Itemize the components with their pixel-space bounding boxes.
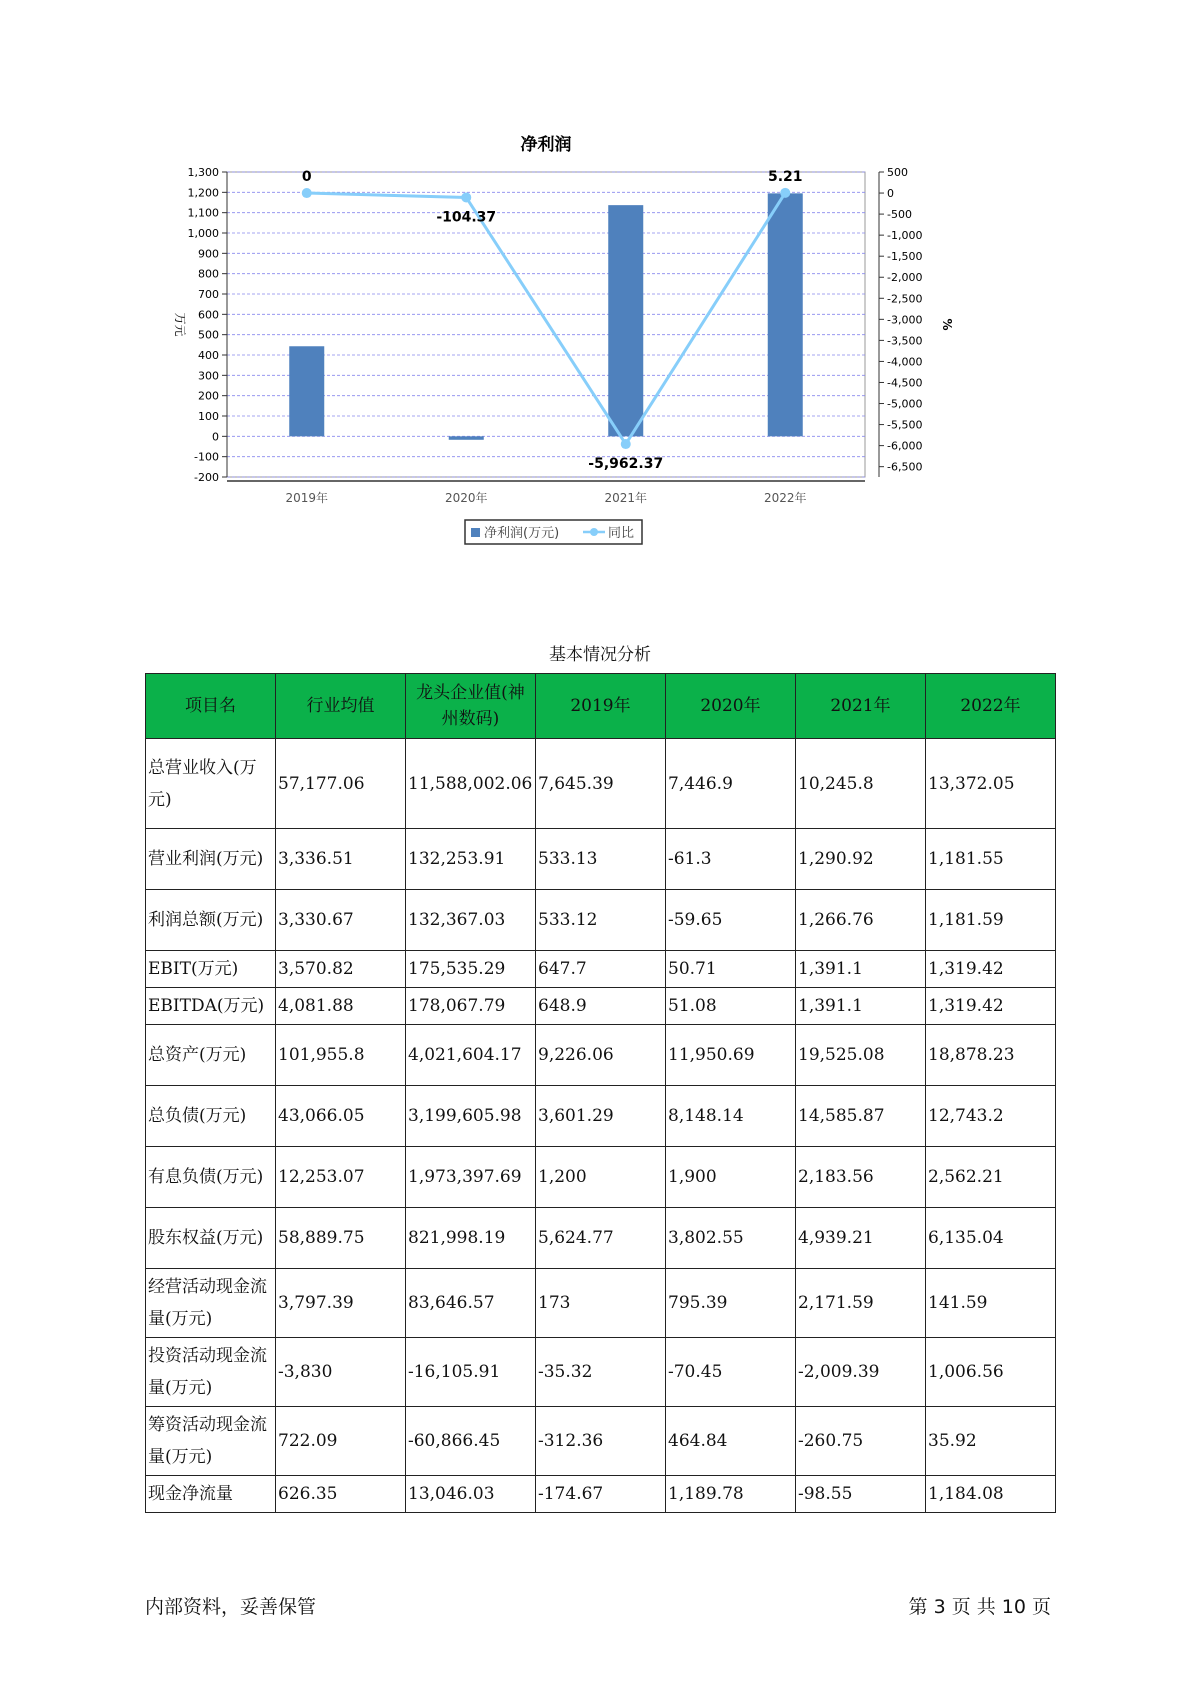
row-label-cell: 现金净流量 [146,1476,276,1513]
y-tick-label: 200 [198,389,219,403]
y2-tick-label: -5,500 [887,418,923,432]
y2-tick-label: -5,000 [887,397,923,411]
table-cell: 4,021,604.17 [406,1025,536,1086]
y2-tick-label: -4,000 [887,355,923,369]
table-header-row [146,674,1056,739]
y-tick-label: 300 [198,369,219,383]
y2-tick-label: -2,000 [887,271,923,285]
table-cell: -16,105.91 [406,1338,536,1407]
table-cell: 13,046.03 [406,1476,536,1513]
row-label-cell: 总营业收入(万元) [146,739,276,829]
x-tick-label: 2020年 [444,491,488,505]
table-cell: 3,336.51 [276,829,406,890]
y-tick-label: -100 [194,450,219,464]
data-label: 5.21 [767,168,803,185]
y2-tick-label: -500 [887,208,912,222]
yoy-point [621,439,631,449]
basic-analysis-table [145,673,1056,1513]
bar-2020年 [449,436,484,439]
table-row [146,988,1056,1025]
header-cell: 龙头企业值(神州数码) [406,674,536,739]
x-tick-label: 2022年 [763,491,807,505]
table-row [146,1407,1056,1476]
table-cell: 2,171.59 [796,1269,926,1338]
table-cell: 101,955.8 [276,1025,406,1086]
table-cell: 7,446.9 [666,739,796,829]
row-label-cell: 总负债(万元) [146,1086,276,1147]
table-cell: 175,535.29 [406,951,536,988]
y2-tick-label: -3,000 [887,313,923,327]
table-row [146,1025,1056,1086]
table-cell: 57,177.06 [276,739,406,829]
header-cell: 2020年 [666,674,796,739]
yoy-line [307,193,786,444]
y2-tick-label: -3,500 [887,334,923,348]
table-row [146,1476,1056,1513]
table-cell: -312.36 [536,1407,666,1476]
table-cell: 464.84 [666,1407,796,1476]
y-tick-label: 600 [198,308,219,322]
header-cell: 项目名 [146,674,276,739]
table-cell: 648.9 [536,988,666,1025]
table-cell: 821,998.19 [406,1208,536,1269]
table-cell: 1,973,397.69 [406,1147,536,1208]
net-profit-chart [150,130,1050,600]
table-cell: 1,006.56 [926,1338,1056,1407]
y-tick-label: 900 [198,247,219,261]
table-cell: 13,372.05 [926,739,1056,829]
footer-page-number: 第 3 页 共 10 页 [908,1596,1051,1618]
data-label: -104.37 [436,209,497,226]
table-cell: -59.65 [666,890,796,951]
table-cell: 2,183.56 [796,1147,926,1208]
data-label: 0 [301,169,312,186]
table-cell: 7,645.39 [536,739,666,829]
table-cell: -98.55 [796,1476,926,1513]
table-row [146,1338,1056,1407]
y2-tick-label: 500 [887,166,908,179]
y-tick-label: 700 [198,288,219,301]
table-cell: 8,148.14 [666,1086,796,1147]
header-cell: 2021年 [796,674,926,739]
y2-tick-label: 0 [887,187,894,201]
y2-tick-label: -6,500 [887,460,923,474]
row-label-cell: 投资活动现金流量(万元) [146,1338,276,1407]
y-tick-label: 1,100 [187,206,219,220]
table-cell: 533.13 [536,829,666,890]
row-label-cell: 有息负债(万元) [146,1147,276,1208]
y-tick-label: 1,300 [187,166,219,179]
row-label-cell: 经营活动现金流量(万元) [146,1269,276,1338]
table-cell: 3,601.29 [536,1086,666,1147]
table-cell: 1,181.55 [926,829,1056,890]
table-row [146,829,1056,890]
table-cell: 51.08 [666,988,796,1025]
table-cell: 3,330.67 [276,890,406,951]
table-row [146,739,1056,829]
table-cell: 132,367.03 [406,890,536,951]
table-row [146,951,1056,988]
table-cell: 9,226.06 [536,1025,666,1086]
y2-tick-label: -1,500 [887,250,923,264]
table-cell: 141.59 [926,1269,1056,1338]
footer-confidential-note: 内部资料，妥善保管 [145,1596,317,1618]
table-cell: 6,135.04 [926,1208,1056,1269]
chart-canvas [150,130,1050,600]
table-cell: 5,624.77 [536,1208,666,1269]
table-cell: 14,585.87 [796,1086,926,1147]
data-label: -5,962.37 [588,456,664,473]
table-caption: 基本情况分析 [549,645,651,665]
table-cell: 50.71 [666,951,796,988]
y2-tick-label: -4,500 [887,376,923,390]
table-cell: 1,319.42 [926,988,1056,1025]
table-cell: 3,570.82 [276,951,406,988]
y-tick-label: 400 [198,349,219,362]
table-cell: -174.67 [536,1476,666,1513]
table-cell: 58,889.75 [276,1208,406,1269]
y-tick-label: -200 [194,471,219,484]
legend-bar-swatch [471,528,480,537]
yoy-point [461,192,471,202]
table-cell: -260.75 [796,1407,926,1476]
table-cell: 11,588,002.06 [406,739,536,829]
y-tick-label: 500 [198,328,219,342]
yoy-point [780,188,790,198]
yoy-point [302,188,312,198]
row-label-cell: EBITDA(万元) [146,988,276,1025]
table-cell: 1,900 [666,1147,796,1208]
table-cell: 12,743.2 [926,1086,1056,1147]
table-row [146,1269,1056,1338]
legend-item: 净利润(万元) [484,526,560,541]
bar-2019年 [289,346,324,436]
table-cell: 626.35 [276,1476,406,1513]
table-row [146,890,1056,951]
table-row [146,1086,1056,1147]
table-cell: 19,525.08 [796,1025,926,1086]
table-cell: 4,081.88 [276,988,406,1025]
table-cell: 173 [536,1269,666,1338]
table-cell: 132,253.91 [406,829,536,890]
header-cell: 行业均值 [276,674,406,739]
bar-2022年 [768,193,803,436]
table-row [146,1147,1056,1208]
table-cell: 1,181.59 [926,890,1056,951]
table-cell: 2,562.21 [926,1147,1056,1208]
table-cell: 43,066.05 [276,1086,406,1147]
table-row [146,1208,1056,1269]
legend-line-marker [590,528,598,536]
table-cell: 722.09 [276,1407,406,1476]
table-cell: -60,866.45 [406,1407,536,1476]
chart-title: 净利润 [520,135,572,155]
table-cell: 83,646.57 [406,1269,536,1338]
row-label-cell: EBIT(万元) [146,951,276,988]
table-cell: 1,391.1 [796,951,926,988]
table-cell: 3,802.55 [666,1208,796,1269]
y-tick-label: 100 [198,410,219,423]
bar-2021年 [608,205,643,436]
y-tick-label: 1,200 [187,186,219,200]
table-cell: 1,184.08 [926,1476,1056,1513]
table-cell: 3,199,605.98 [406,1086,536,1147]
x-tick-label: 2021年 [604,491,648,505]
y-tick-label: 1,000 [187,227,219,240]
row-label-cell: 筹资活动现金流量(万元) [146,1407,276,1476]
table-cell: 1,189.78 [666,1476,796,1513]
table-cell: 18,878.23 [926,1025,1056,1086]
table-cell: -3,830 [276,1338,406,1407]
table-cell: 12,253.07 [276,1147,406,1208]
table-cell: 533.12 [536,890,666,951]
table-cell: 4,939.21 [796,1208,926,1269]
table-cell: 795.39 [666,1269,796,1338]
header-cell: 2019年 [536,674,666,739]
table-cell: 3,797.39 [276,1269,406,1338]
y2-tick-label: -6,000 [887,439,923,453]
y-axis-label: 万元 [173,312,187,337]
row-label-cell: 股东权益(万元) [146,1208,276,1269]
table-cell: 1,200 [536,1147,666,1208]
table-cell: 1,290.92 [796,829,926,890]
header-cell: 2022年 [926,674,1056,739]
table-cell: 1,391.1 [796,988,926,1025]
table-cell: 35.92 [926,1407,1056,1476]
y2-tick-label: -2,500 [887,292,923,306]
row-label-cell: 利润总额(万元) [146,890,276,951]
y2-tick-label: -1,000 [887,229,923,243]
table-cell: 1,266.76 [796,890,926,951]
table-cell: -2,009.39 [796,1338,926,1407]
y-tick-label: 800 [198,267,219,281]
table-cell: -70.45 [666,1338,796,1407]
table-cell: 178,067.79 [406,988,536,1025]
legend-item: 同比 [608,526,635,541]
table-cell: 1,319.42 [926,951,1056,988]
table-cell: -35.32 [536,1338,666,1407]
y-tick-label: 0 [212,430,219,444]
row-label-cell: 总资产(万元) [146,1025,276,1086]
y2-axis-label: % [940,318,954,331]
table-cell: 647.7 [536,951,666,988]
table-cell: 11,950.69 [666,1025,796,1086]
x-tick-label: 2019年 [285,491,329,505]
row-label-cell: 营业利润(万元) [146,829,276,890]
table-cell: 10,245.8 [796,739,926,829]
table-cell: -61.3 [666,829,796,890]
